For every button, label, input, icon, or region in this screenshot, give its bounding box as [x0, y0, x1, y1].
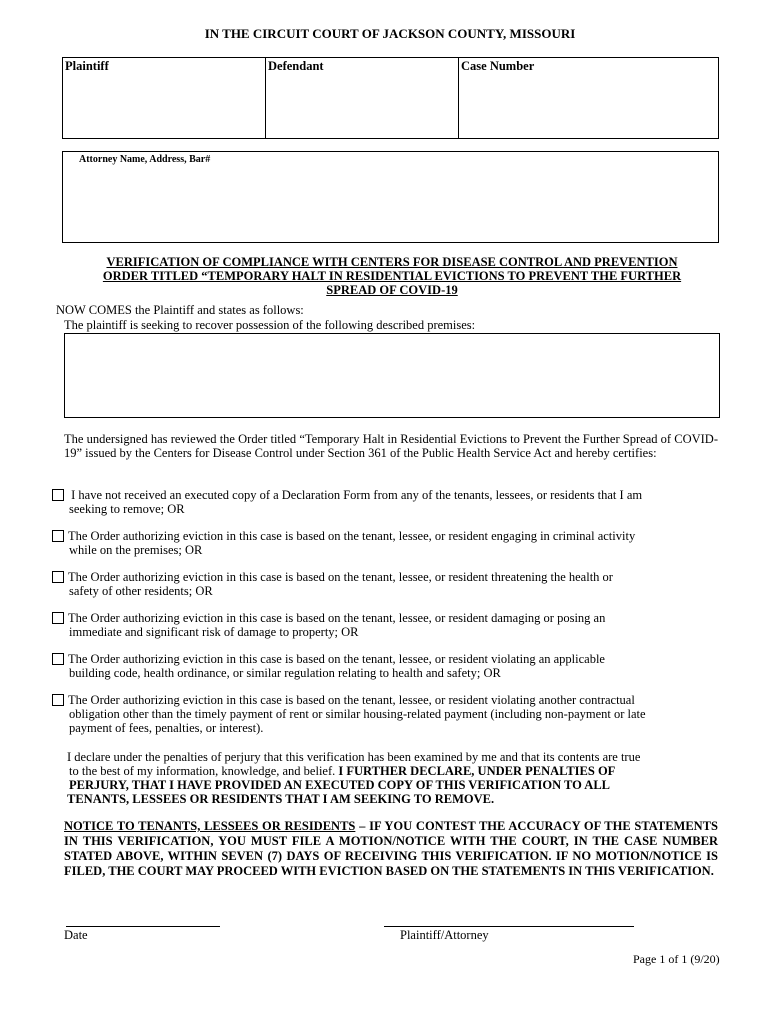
option-criminal-activity [52, 529, 720, 557]
option-line-1: The Order authorizing eviction in this case is based on the tenant, lessee, or resident threatening the health or [68, 570, 613, 584]
declaration-line-2-bold: I FURTHER DECLARE, UNDER PENALTIES OF [338, 764, 616, 778]
option-line-2: while on the premises; OR [69, 543, 203, 557]
option-line-2: building code, health ordinance, or similar regulation relating to health and safety; OR [69, 666, 501, 680]
declaration-line-3: PERJURY, THAT I HAVE PROVIDED AN EXECUTED COPY OF THIS VERIFICATION TO ALL [69, 778, 610, 792]
option-contractual-obligation [52, 693, 720, 735]
option-line-2: immediate and significant risk of damage to property; OR [69, 625, 359, 639]
option-line-3: payment of fees, penalties, or interest). [69, 721, 264, 735]
case-number-field[interactable] [459, 58, 719, 139]
document-heading [62, 255, 722, 297]
plaintiff-field[interactable] [63, 58, 266, 139]
attorney-field[interactable] [62, 151, 719, 243]
parties-table [62, 57, 719, 139]
option-no-declaration [52, 488, 720, 516]
checkbox[interactable] [52, 489, 64, 501]
checkbox[interactable] [52, 612, 64, 624]
declaration-line-2 [67, 764, 719, 778]
notice-to-tenants [64, 819, 718, 879]
heading-line-1: VERIFICATION OF COMPLIANCE WITH CENTERS FOR DISEASE CONTROL AND PREVENTION [106, 255, 678, 269]
option-line-1: The Order authorizing eviction in this case is based on the tenant, lessee, or resident damaging or posing an [68, 611, 606, 625]
premises-intro-text: The plaintiff is seeking to recover possession of the following described premises: [64, 318, 476, 332]
option-threatening-health [52, 570, 720, 598]
date-label: Date [64, 928, 88, 942]
option-line-1: The Order authorizing eviction in this case is based on the tenant, lessee, or resident violating another contractual [68, 693, 635, 707]
signer-label: Plaintiff/Attorney [400, 928, 489, 942]
notice-label: NOTICE TO TENANTS, LESSEES OR RESIDENTS [64, 819, 356, 833]
plaintiff-signature-line[interactable] [384, 926, 634, 927]
heading-line-2: ORDER TITLED “TEMPORARY HALT IN RESIDENTIAL EVICTIONS TO PREVENT THE FURTHER [102, 269, 682, 283]
option-line-1: I have not received an executed copy of a Declaration Form from any of the tenants, lessees, or residents that I am [71, 488, 643, 502]
option-line-1: The Order authorizing eviction in this case is based on the tenant, lessee, or resident engaging in criminal activity [68, 529, 636, 543]
perjury-declaration [67, 750, 719, 806]
plaintiff-label: Plaintiff [65, 59, 109, 73]
page-number: Page 1 of 1 (9/20) [633, 952, 720, 966]
declaration-line-4: TENANTS, LESSEES OR RESIDENTS THAT I AM SEEKING TO REMOVE. [67, 792, 495, 806]
option-code-violation [52, 652, 720, 680]
defendant-label: Defendant [268, 59, 324, 73]
defendant-field[interactable] [266, 58, 459, 139]
now-comes-text: NOW COMES the Plaintiff and states as follows: [56, 303, 304, 317]
checkbox[interactable] [52, 653, 64, 665]
option-property-damage [52, 611, 720, 639]
court-title: IN THE CIRCUIT COURT OF JACKSON COUNTY, MISSOURI [204, 26, 576, 41]
heading-line-3: SPREAD OF COVID-19 [326, 283, 458, 297]
option-line-2: seeking to remove; OR [69, 502, 185, 516]
date-signature-line[interactable] [66, 926, 220, 927]
declaration-line-1: I declare under the penalties of perjury that this verification has been examined by me and that its contents are true [67, 750, 641, 764]
case-number-label: Case Number [461, 59, 535, 73]
checkbox[interactable] [52, 694, 64, 706]
notice-text: – IF YOU CONTEST THE ACCURACY OF THE STATEMENTS IN THIS VERIFICATION, YOU MUST FILE A MOTION/NOTICE WITH THE COURT, IN THE CASE NUMBER STATED ABOVE, WITHIN SEVEN (7) DAYS OF RECEIVING THIS VERIFICATION. IF NO MOTION/NOTICE IS FILED, THE COURT MAY PROCEED WITH EVICTION BASED ON THE STATEMENTS IN THIS VERIFICATION. [64, 819, 718, 878]
premises-field[interactable] [64, 333, 720, 418]
option-line-1: The Order authorizing eviction in this case is based on the tenant, lessee, or resident violating an applicable [68, 652, 605, 666]
option-line-2: safety of other residents; OR [69, 584, 213, 598]
declaration-line-2-plain: to the best of my information, knowledge, and belief. [69, 764, 339, 778]
checkbox[interactable] [52, 530, 64, 542]
certification-intro: The undersigned has reviewed the Order titled “Temporary Halt in Residential Evictions to Prevent the Further Spread of COVID-19” issued by the Centers for Disease Control under Section 361 of the Public Health Service Act and hereby certifies: [64, 432, 718, 460]
option-line-2: obligation other than the timely payment of rent or similar housing-related payment (including non-payment or late [69, 707, 646, 721]
checkbox[interactable] [52, 571, 64, 583]
attorney-label: Attorney Name, Address, Bar# [79, 154, 211, 165]
